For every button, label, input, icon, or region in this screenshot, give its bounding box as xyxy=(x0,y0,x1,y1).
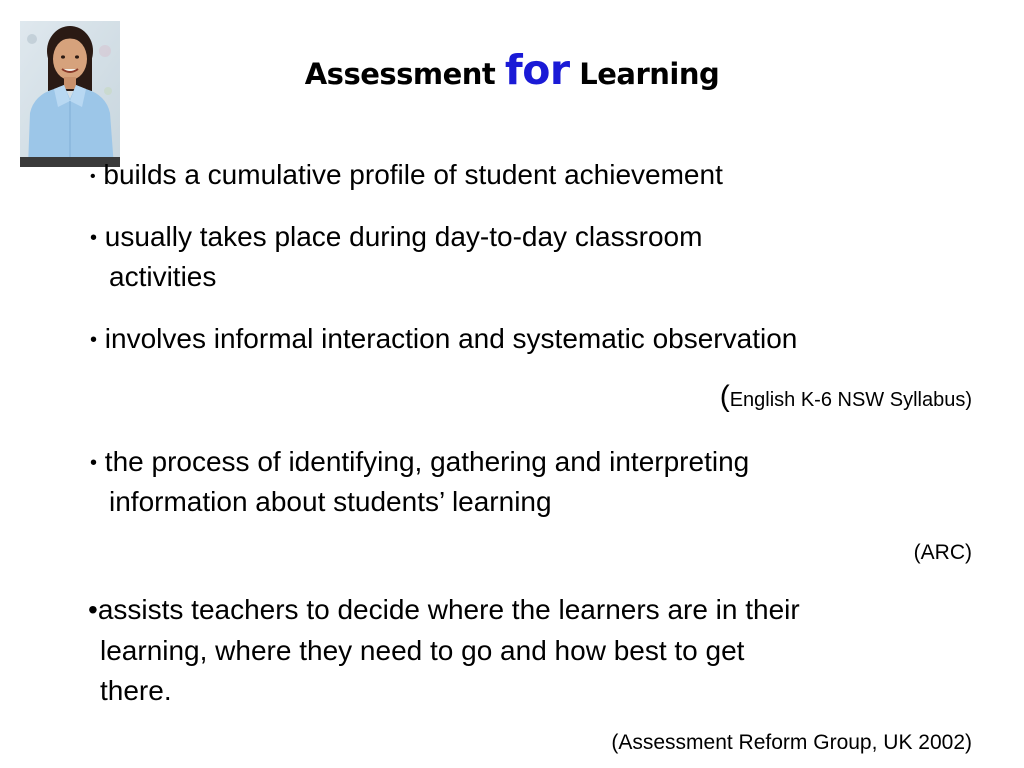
bullet-item-5 xyxy=(88,590,800,630)
citation-syllabus-text: English K-6 NSW Syllabus) xyxy=(729,389,972,411)
bullet-marker: • xyxy=(90,168,96,185)
title-part-assessment: Assessment xyxy=(304,57,496,91)
bullet-marker: • xyxy=(90,329,98,351)
bullet-item-5-continuation xyxy=(100,671,172,711)
bullet-text-line: information about students’ learning xyxy=(109,486,552,517)
bullet-item-4-continuation xyxy=(109,482,552,522)
bullet-text-line: usually takes place during day-to-day classroom xyxy=(104,221,703,252)
bullet-item-3 xyxy=(90,319,797,360)
bullet-text-line: learning, where they need to go and how best to get xyxy=(100,635,745,666)
bullet-item-2-continuation xyxy=(109,257,216,297)
student-photo xyxy=(20,21,120,167)
bullet-marker: • xyxy=(88,594,98,625)
bullet-marker: • xyxy=(90,452,98,474)
bullet-item-2 xyxy=(90,217,702,258)
title-part-learning: Learning xyxy=(579,57,720,91)
bullet-marker: • xyxy=(90,227,98,249)
bullet-text-line: activities xyxy=(109,261,217,292)
citation-syllabus xyxy=(720,380,972,414)
bullet-text-line: involves informal interaction and systematic observation xyxy=(104,323,798,354)
title-part-for: for xyxy=(504,46,570,94)
bullet-text-line: there. xyxy=(100,675,172,706)
citation-open-paren: ( xyxy=(719,380,730,413)
bullet-item-5-continuation xyxy=(100,631,744,671)
citation-assessment-reform-group: (Assessment Reform Group, UK 2002) xyxy=(611,731,972,754)
bullet-item-1 xyxy=(90,155,723,197)
citation-arc: (ARC) xyxy=(913,541,972,564)
slide-title xyxy=(0,46,1024,94)
bullet-text-line: assists teachers to decide where the learners are in their xyxy=(97,594,800,625)
bullet-text-line: builds a cumulative profile of student achievement xyxy=(103,159,723,190)
bullet-text-line: the process of identifying, gathering and interpreting xyxy=(104,446,750,477)
bullet-item-4 xyxy=(90,442,749,483)
